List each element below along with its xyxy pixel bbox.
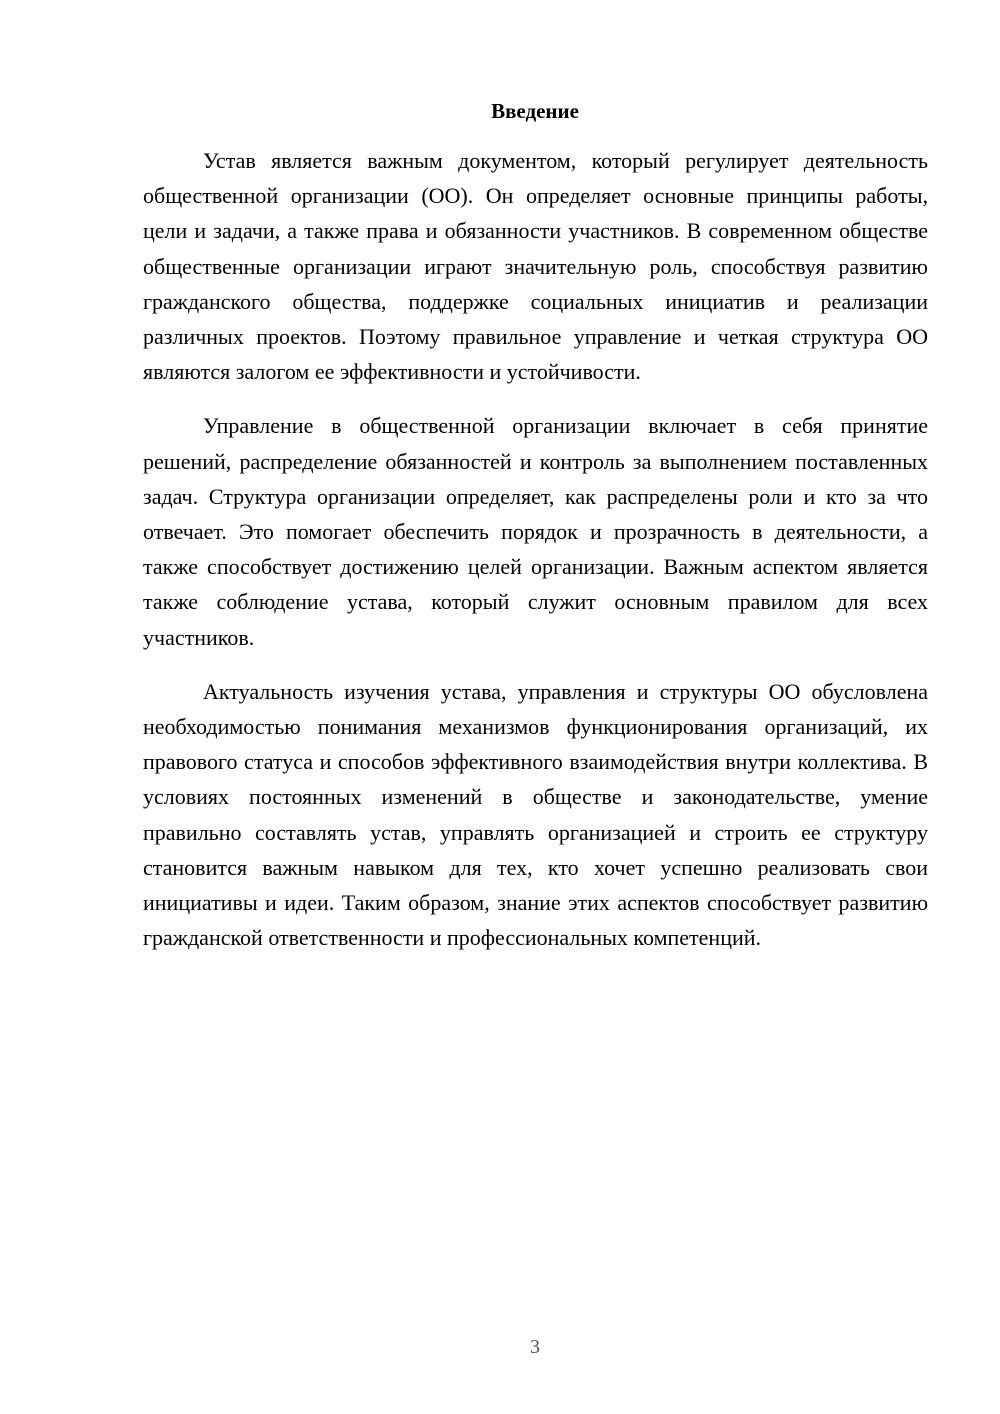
- section-title: Введение: [491, 99, 579, 123]
- body-text: [143, 143, 928, 955]
- paragraph-1: Устав является важным документом, который регулирует деятельность общественной организации (ОО). Он определяет основные принципы работы, цели и задачи, а также права и обязанности участников. В современном обществе общественные организации играют значительную роль, способствуя развитию гражданского общества, поддержке социальных инициатив и реализации различных проектов. Поэтому правильное управление и четкая структура ОО являются залогом ее эффективности и устойчивости.: [143, 148, 928, 385]
- paragraph-2: Управление в общественной организации включает в себя принятие решений, распределение обязанностей и контроль за выполнением поставленных задач. Структура организации определяет, как распределены роли и кто за что отвечает. Это помогает обеспечить порядок и прозрачность в деятельности, а также способствует достижению целей организации. Важным аспектом является также соблюдение устава, который служит основным правилом для всех участников.: [143, 413, 928, 650]
- page-number: 3: [530, 1336, 540, 1358]
- paragraph-3: Актуальность изучения устава, управления и структуры ОО обусловлена необходимостью понимания механизмов функционирования организаций, их правового статуса и способов эффективного взаимодействия внутри коллектива. В условиях постоянных изменений в обществе и законодательстве, умение правильно составлять устав, управлять организацией и строить ее структуру становится важным навыком для тех, кто хочет успешно реализовать свои инициативы и идеи. Таким образом, знание этих аспектов способствует развитию гражданской ответственности и профессиональных компетенций.: [143, 678, 928, 951]
